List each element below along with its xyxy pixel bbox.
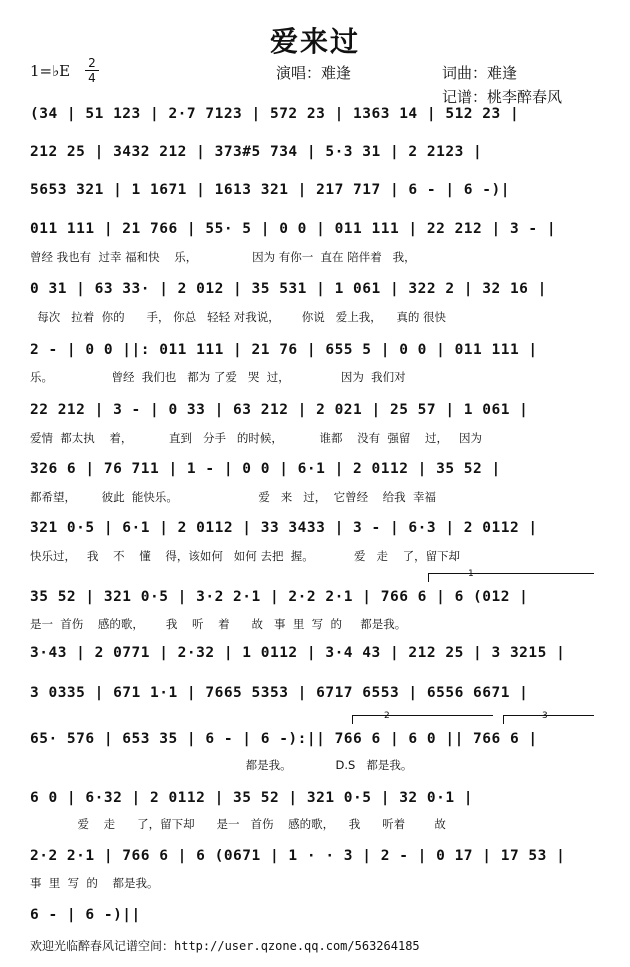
lyric-row-9: 快乐过， 我 不 懂 得，该如何 如何 去把 握。 爱 走 了，留下却	[30, 549, 461, 563]
ending-bracket-1	[428, 573, 594, 582]
staff-row-13: 65· 576 | 653 35 | 6 - | 6 -):|| 766 6 | 6 0 || 766 6 |	[30, 731, 538, 747]
staff-row-6: 2 - | 0 0 ||: 011 111 | 21 76 | 655 5 | 0 0 | 011 111 |	[30, 342, 538, 358]
staff-row-9: 321 0·5 | 6·1 | 2 0112 | 33 3433 | 3 - | 6·3 | 2 0112 |	[30, 520, 538, 536]
staff-row-2: 212 25 | 3432 212 | 373#5 734 | 5·3 31 | 2 2123 |	[30, 144, 483, 160]
composer-credit: 词曲：难逢	[442, 64, 518, 82]
ending-bracket-3	[503, 715, 594, 724]
staff-row-16: 6 - | 6 -)||	[30, 907, 141, 923]
ending-number-1: 1	[468, 569, 474, 579]
ending-number-2: 2	[384, 711, 390, 721]
lyric-row-10: 是一 首伤 感的歌， 我 听 着 故 事 里 写 的 都是我。	[30, 617, 407, 631]
staff-row-12: 3 0335 | 671 1·1 | 7665 5353 | 6717 6553 | 6556 6671 |	[30, 685, 529, 701]
time-signature	[85, 57, 99, 84]
key-signature: 1=♭E	[30, 62, 71, 80]
staff-row-14: 6 0 | 6·32 | 2 0112 | 35 52 | 321 0·5 | 32 0·1 |	[30, 790, 474, 806]
lyric-row-14: 爱 走 了，留下却 是一 首伤 感的歌， 我 听着 故	[30, 817, 446, 831]
staff-row-15: 2·2 2·1 | 766 6 | 6 (0671 | 1 · · 3 | 2 - | 0 17 | 17 53 |	[30, 848, 566, 864]
staff-row-7: 22 212 | 3 - | 0 33 | 63 212 | 2 021 | 25 57 | 1 061 |	[30, 402, 529, 418]
staff-row-8: 326 6 | 76 711 | 1 - | 0 0 | 6·1 | 2 0112 | 35 52 |	[30, 461, 501, 477]
lyric-row-5: 每次 拉着 你的 手， 你总 轻轻 对我说， 你说 爱上我， 真的 很快	[30, 310, 446, 324]
singer-credit: 演唱：难逢	[276, 64, 352, 82]
lyric-row-4: 曾经 我也有 过幸 福和快 乐， 因为 有你一 直在 陪伴着 我，	[30, 250, 416, 264]
staff-row-1: (34 | 51 123 | 2·7 7123 | 572 23 | 1363 14 | 512 23 |	[30, 106, 520, 122]
lyric-row-15: 事 里 写 的 都是我。	[30, 876, 159, 890]
lyric-row-13: 都是我。 D.S 都是我。	[30, 758, 413, 772]
ending-number-3: 3	[542, 711, 548, 721]
staff-row-5: 0 31 | 63 33· | 2 012 | 35 531 | 1 061 | 322 2 | 32 16 |	[30, 281, 547, 297]
staff-row-11: 3·43 | 2 0771 | 2·32 | 1 0112 | 3·4 43 | 212 25 | 3 3215 |	[30, 645, 566, 661]
lyric-row-8: 都希望， 彼此 能快乐。 爱 来 过， 它曾经 给我 幸福	[30, 490, 436, 504]
staff-row-4: 011 111 | 21 766 | 55· 5 | 0 0 | 011 111 | 22 212 | 3 - |	[30, 221, 557, 237]
time-signature-top: 2	[88, 56, 96, 70]
time-signature-bottom: 4	[88, 71, 96, 85]
song-title: 爱来过	[269, 25, 360, 58]
lyric-row-6: 乐。 曾经 我们也 都为 了爱 哭 过， 因为 我们对	[30, 370, 406, 384]
staff-row-3: 5653 321 | 1 1671 | 1613 321 | 217 717 | 6 - | 6 -)|	[30, 182, 510, 198]
footer-credit: 欢迎光临醉春风记谱空间：http://user.qzone.qq.com/563264185	[30, 939, 420, 953]
scribe-credit: 记谱：桃李醉春风	[442, 88, 563, 106]
staff-row-10: 35 52 | 321 0·5 | 3·2 2·1 | 2·2 2·1 | 766 6 | 6 (012 |	[30, 589, 529, 605]
lyric-row-7: 爱情 都太执 着， 直到 分手 的时候， 谁都 没有 强留 过， 因为	[30, 431, 482, 445]
ending-bracket-2	[352, 715, 493, 724]
